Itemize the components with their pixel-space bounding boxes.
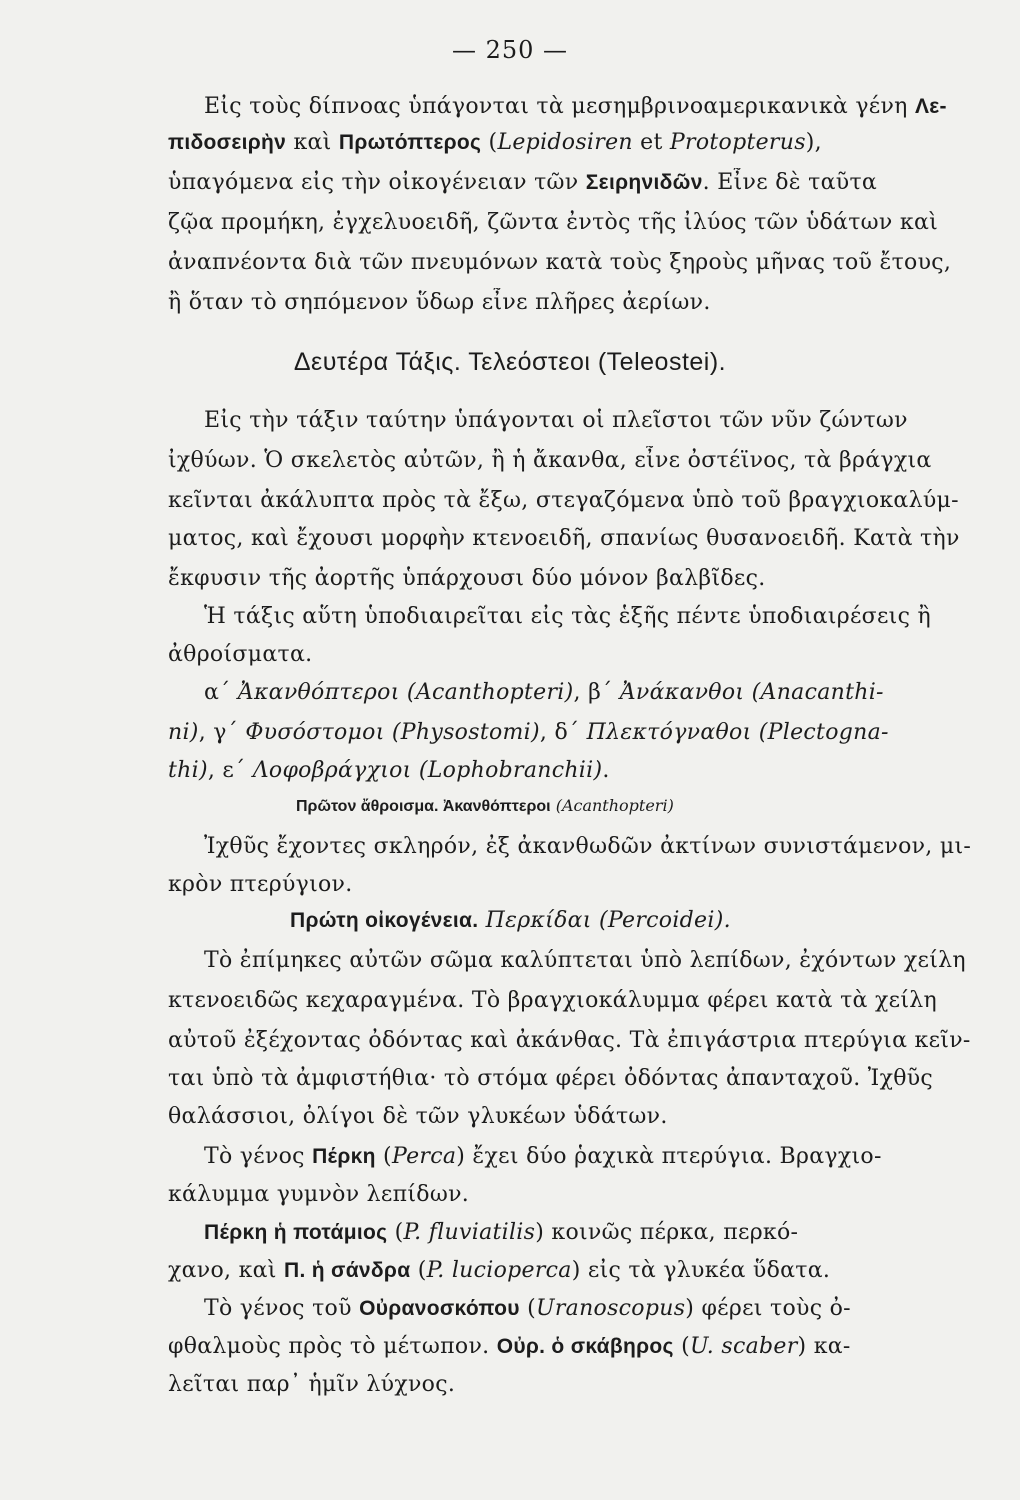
text-line: Πέρκη ἡ ποτάμιος (P. fluviatilis) κοινῶς πέρκα, περκό- [204, 1220, 799, 1245]
text-line: ἀθροίσματα. [168, 642, 313, 667]
text-line: ni), γ΄ Φυσόστομοι (Physostomi), δ΄ Πλεκτόγναθοι (Plectogna- [168, 720, 889, 745]
text-line: θαλάσσιοι, ὀλίγοι δὲ τῶν γλυκέων ὑδάτων. [168, 1104, 668, 1129]
text-line: κεῖνται ἀκάλυπτα πρὸς τὰ ἔξω, στεγαζόμενα ὑπὸ τοῦ βραγχιοκαλύμ- [168, 488, 959, 513]
text-line: κτενοειδῶς κεχαραγμένα. Τὸ βραγχιοκάλυμμα φέρει κατὰ τὰ χείλη [168, 988, 937, 1013]
subsection-heading: Πρῶτον ἄθροισμα. Ἀκανθόπτεροι (Acanthopteri) [296, 796, 674, 815]
text-line: κάλυμμα γυμνὸν λεπίδων. [168, 1182, 470, 1207]
text-line: Τὸ γένος τοῦ Οὐρανοσκόπου (Uranoscopus) φέρει τοὺς ὀ- [204, 1296, 851, 1321]
text-line: Τὸ γένος Πέρκη (Perca) ἔχει δύο ῥαχικὰ πτερύγια. Βραγχιο- [204, 1144, 882, 1169]
text-line: ζῷα προμήκη, ἐγχελυοειδῆ, ζῶντα ἐντὸς τῆς ἰλύος τῶν ὑδάτων καὶ [168, 210, 939, 235]
text-line: χανο, καὶ Π. ἡ σάνδρα (P. lucioperca) εἰς τὰ γλυκέα ὕδατα. [168, 1258, 831, 1283]
text-line: Εἰς τοὺς δίπνοας ὑπάγονται τὰ μεσημβρινοαμερικανικὰ γένη Λε- [204, 94, 947, 119]
text-line: Εἰς τὴν τάξιν ταύτην ὑπάγονται οἱ πλεῖστοι τῶν νῦν ζώντων [204, 408, 908, 433]
text-line: αὐτοῦ ἐξέχοντας ὀδόντας καὶ ἀκάνθας. Τὰ ἐπιγάστρια πτερύγια κεῖν- [168, 1028, 971, 1053]
family-heading: Πρώτη οἰκογένεια. Περκίδαι (Percoidei). [290, 908, 731, 933]
text-line: ἢ ὅταν τὸ σηπόμενον ὕδωρ εἶνε πλῆρες ἀερίων. [168, 290, 711, 315]
text-line: α΄ Ἀκανθόπτεροι (Acanthopteri), β΄ Ἀνάκανθοι (Anacanthi- [204, 680, 884, 705]
text-line: λεῖται παρ᾽ ἡμῖν λύχνος. [168, 1372, 456, 1397]
text-line: φθαλμοὺς πρὸς τὸ μέτωπον. Οὐρ. ὁ σκάβηρος (U. scaber) κα- [168, 1334, 851, 1359]
text-line: Ἡ τάξις αὕτη ὑποδιαιρεῖται εἰς τὰς ἑξῆς πέντε ὑποδιαιρέσεις ἢ [204, 604, 932, 629]
text-line: ματος, καὶ ἔχουσι μορφὴν κτενοειδῆ, σπανίως θυσανοειδῆ. Κατὰ τὴν [168, 526, 960, 551]
section-heading: Δευτέρα Τάξις. Τελεόστεοι (Teleostei). [293, 348, 727, 376]
text-line: Τὸ ἐπίμηκες αὐτῶν σῶμα καλύπτεται ὑπὸ λεπίδων, ἐχόντων χείλη [204, 948, 966, 973]
text-line: ἔκφυσιν τῆς ἀορτῆς ὑπάρχουσι δύο μόνον βαλβῖδες. [168, 566, 766, 591]
text-line: ἰχθύων. Ὁ σκελετὸς αὐτῶν, ἢ ἡ ἄκανθα, εἶνε ὀστέϊνος, τὰ βράγχια [168, 448, 932, 473]
page-number: — 250 — [451, 36, 569, 64]
text-line: κρὸν πτερύγιον. [168, 872, 353, 897]
text-line: ται ὑπὸ τὰ ἀμφιστήθια· τὸ στόμα φέρει ὀδόντας ἀπανταχοῦ. Ἰχθῦς [168, 1066, 934, 1091]
text-line: ἀναπνέοντα διὰ τῶν πνευμόνων κατὰ τοὺς ξηροὺς μῆνας τοῦ ἔτους, [168, 250, 952, 275]
text-line: ὑπαγόμενα εἰς τὴν οἰκογένειαν τῶν Σειρηνιδῶν. Εἶνε δὲ ταῦτα [168, 170, 878, 195]
text-line: Ἰχθῦς ἔχοντες σκληρόν, ἐξ ἀκανθωδῶν ἀκτίνων συνιστάμενον, μι- [204, 834, 972, 859]
text-line: πιδοσειρὴν καὶ Πρωτόπτερος (Lepidosiren et Protopterus), [168, 130, 822, 155]
text-line: thi), ε΄ Λοφοβράγχιοι (Lophobranchii). [168, 758, 610, 783]
